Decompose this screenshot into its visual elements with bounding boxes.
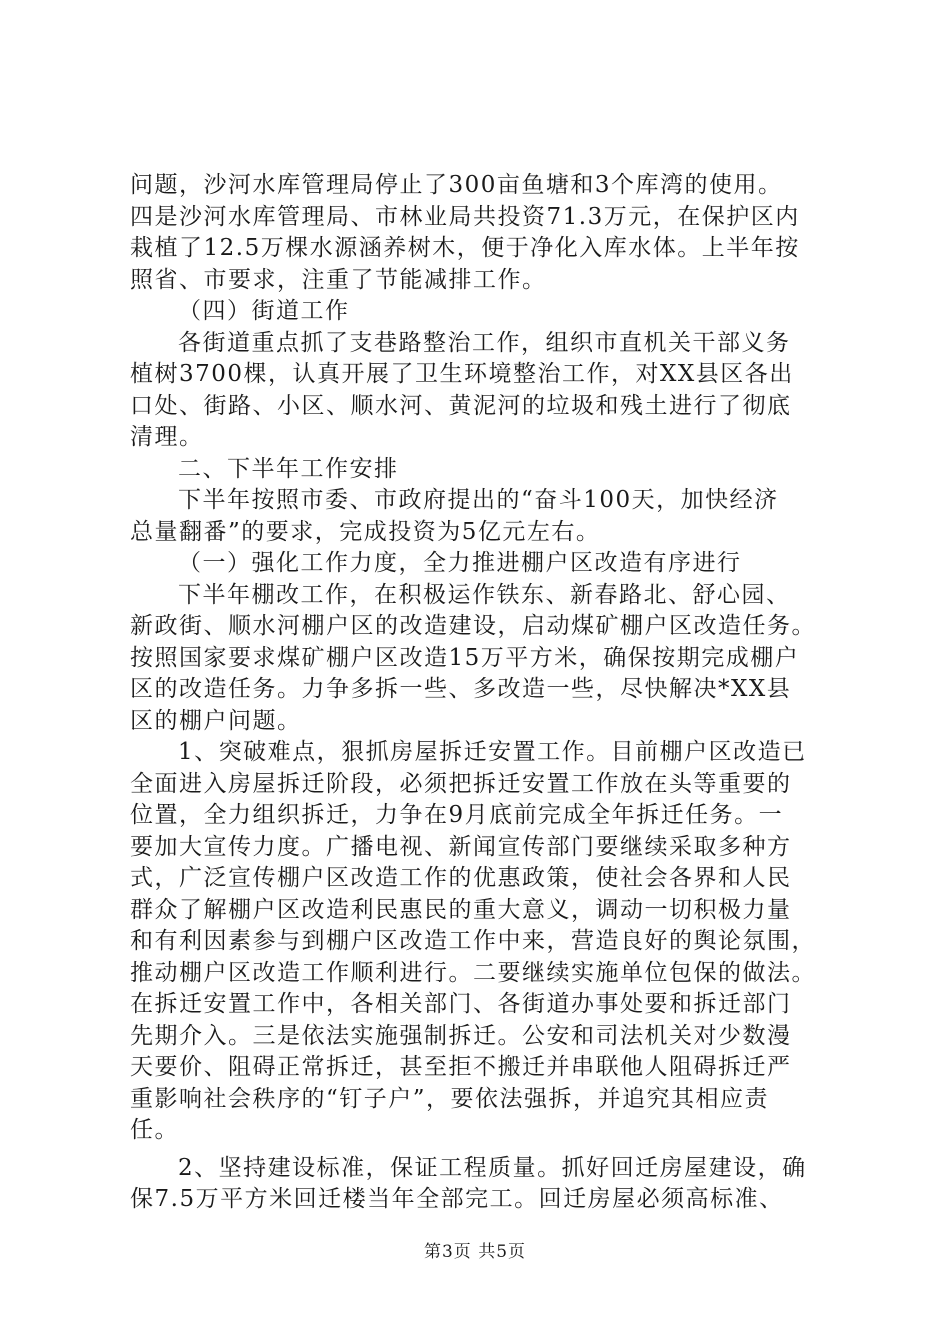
text-line: 总量翻番”的要求，完成投资为5亿元左右。 xyxy=(130,518,601,545)
text-line: 口处、街路、小区、顺水河、黄泥河的垃圾和残土进行了彻底 xyxy=(130,392,792,419)
text-line: 按照国家要求煤矿棚户区改造15万平方米，确保按期完成棚户 xyxy=(130,644,800,671)
text-line: 1、突破难点，狠抓房屋拆迁安置工作。目前棚户区改造已 xyxy=(178,739,807,765)
text-line: （四）街道工作 xyxy=(178,298,350,324)
text-line: 2、坚持建设标准，保证工程质量。抓好回迁房屋建设，确 xyxy=(178,1154,807,1181)
text-line: 植树3700棵，认真开展了卫生环境整治工作，对XX县区各出 xyxy=(130,361,794,387)
text-line: 区的棚户问题。 xyxy=(130,707,302,734)
text-line: 群众了解棚户区改造利民惠民的重大意义，调动一切积极力量 xyxy=(130,896,792,923)
text-line: 重影响社会秩序的“钉子户”，要依法强拆，并追究其相应责 xyxy=(130,1085,770,1112)
text-line: 保7.5万平方米回迁楼当年全部完工。回迁房屋必须高标准、 xyxy=(130,1186,784,1212)
text-line: 推动棚户区改造工作顺利进行。二要继续实施单位包保的做法。 xyxy=(130,959,816,986)
text-line: 下半年棚改工作，在积极运作铁东、新春路北、舒心园、 xyxy=(178,581,791,608)
text-line: 和有利因素参与到棚户区改造工作中来，营造良好的舆论氛围， xyxy=(130,928,816,954)
text-line: 先期介入。三是依法实施强制拆迁。公安和司法机关对少数漫 xyxy=(130,1022,792,1049)
text-line: 问题，沙河水库管理局停止了300亩鱼塘和3个库湾的使用。 xyxy=(130,172,783,198)
text-line: 四是沙河水库管理局、市林业局共投资71.3万元，在保护区内 xyxy=(130,203,800,230)
text-line: 区的改造任务。力争多拆一些、多改造一些，尽快解决*XX县 xyxy=(130,676,792,702)
text-line: 要加大宣传力度。广播电视、新闻宣传部门要继续采取多种方 xyxy=(130,833,792,860)
page-footer: 第3页 共5页 xyxy=(423,1242,527,1262)
text-line: 照省、市要求，注重了节能减排工作。 xyxy=(130,266,547,293)
text-line: 新政街、顺水河棚户区的改造建设，启动煤矿棚户区改造任务。 xyxy=(130,613,816,639)
text-line: （一）强化工作力度，全力推进棚户区改造有序进行 xyxy=(178,550,742,576)
text-line: 下半年按照市委、市政府提出的“奋斗100天，加快经济 xyxy=(178,487,779,513)
text-line: 清理。 xyxy=(130,424,204,450)
text-line: 全面进入房屋拆迁阶段，必须把拆迁安置工作放在头等重要的 xyxy=(130,770,792,797)
text-line: 任。 xyxy=(130,1117,179,1143)
text-line: 式，广泛宣传棚户区改造工作的优惠政策，使社会各界和人民 xyxy=(130,865,792,891)
document-body xyxy=(130,170,830,1216)
text-line: 二、下半年工作安排 xyxy=(178,455,399,482)
text-line: 在拆迁安置工作中，各相关部门、各街道办事处要和拆迁部门 xyxy=(130,991,792,1017)
text-line: 天要价、阻碍正常拆迁，甚至拒不搬迁并串联他人阻碍拆迁严 xyxy=(130,1054,792,1080)
text-line: 各街道重点抓了支巷路整治工作，组织市直机关干部义务 xyxy=(178,329,791,356)
text-line: 位置，全力组织拆迁，力争在9月底前完成全年拆迁任务。一 xyxy=(130,802,784,828)
text-line: 栽植了12.5万棵水源涵养树木，便于净化入库水体。上半年按 xyxy=(130,235,800,261)
